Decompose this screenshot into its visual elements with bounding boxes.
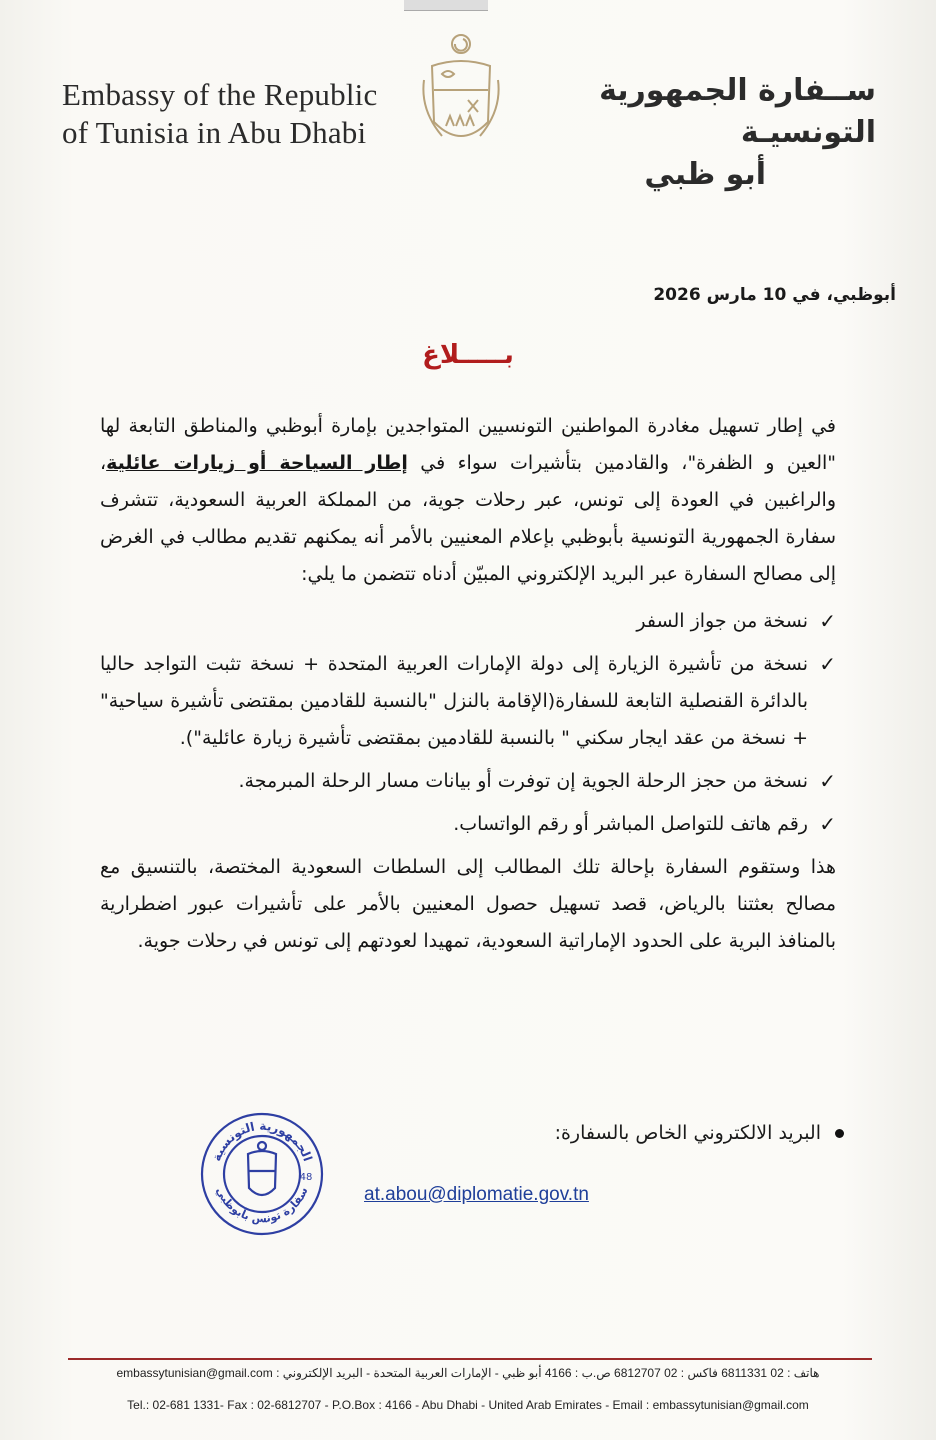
- checkmark-icon: ✓: [819, 769, 836, 793]
- footer-arabic: هاتف : 02 6811331 فاكس : 02 6812707 ص.ب : 4166 أبو ظبي - الإمارات العربية المتحدة - البريد الإلكتروني : embassytunisian@gmail.com: [116, 1366, 820, 1380]
- list-item: [100, 646, 836, 757]
- notice-title: بـــــلاغ: [422, 340, 514, 370]
- requirements-list: [100, 603, 836, 843]
- checkmark-icon: ✓: [819, 609, 836, 633]
- checkmark-icon: ✓: [819, 652, 836, 676]
- stamp-number: 48: [299, 1172, 313, 1183]
- closing-paragraph: هذا وستقوم السفارة بإحالة تلك المطالب إلى السلطات السعودية المختصة، بالتنسيق مع مصالح بعثتنا بالرياض، قصد تسهيل حصول المعنيين بالأمر على تأشيرات عبور اضطرارية بالمنافذ البرية على الحدود الإماراتية السعودية، تمهيدا لعودتهم إلى تونس في رحلات جوية.: [100, 856, 836, 952]
- requirement-text: رقم هاتف للتواصل المباشر أو رقم الواتساب.: [453, 813, 808, 835]
- stamp-text-top: الجمهورية التونسية: [209, 1118, 315, 1164]
- email-label-line: [555, 1122, 844, 1144]
- list-item: [100, 763, 836, 800]
- intro-paragraph: [100, 408, 836, 593]
- tunisia-coat-of-arms-icon: [418, 30, 504, 160]
- notice-body: [100, 408, 836, 960]
- footer-divider: [68, 1358, 872, 1360]
- email-label: البريد الالكتروني الخاص بالسفارة:: [554, 1122, 821, 1144]
- english-line-1: Embassy of the Republic: [62, 77, 378, 112]
- svg-text:سفارة تونس بأبوظبي: [213, 1185, 310, 1225]
- requirement-text: نسخة من جواز السفر: [636, 610, 808, 632]
- staple-mark: [404, 0, 488, 11]
- intro-underlined: إطار السياحة أو زيارات عائلية: [106, 452, 408, 474]
- bullet-icon: [835, 1129, 844, 1138]
- list-item: [100, 806, 836, 843]
- letter-date: أبوظبي، في 10 مارس 2026: [653, 285, 896, 305]
- english-line-2: of Tunisia in Abu Dhabi: [62, 115, 367, 150]
- stamp-text-bottom: سفارة تونس بأبوظبي: [213, 1185, 311, 1226]
- list-item: [100, 603, 836, 640]
- footer-latin: Tel.: 02-681 1331- Fax : 02-6812707 - P.O.Box : 4166 - Abu Dhabi - United Arab Emirates - Email : embassytunisian@gmail.com: [127, 1398, 809, 1412]
- requirement-text: نسخة من تأشيرة الزيارة إلى دولة الإمارات العربية المتحدة + نسخة تثبت التواجد حاليا بالدائرة القنصلية التابعة للسفارة(الإقامة بالنزل "بالنسبة للقادمين بمقتضى تأشيرة سياحية" + نسخة من عقد ايجار سكني " بالنسبة للقادمين بمقتضى تأشيرة زيارة عائلية").: [100, 653, 808, 749]
- embassy-email-link[interactable]: at.abou@diplomatie.gov.tn: [364, 1184, 589, 1205]
- checkmark-icon: ✓: [819, 812, 836, 836]
- embassy-name-arabic: [516, 70, 876, 196]
- intro-part-2: ، والراغبين في العودة إلى تونس، عبر رحلات جوية، من المملكة العربية السعودية، تتشرف سفارة الجمهورية التونسية بأبوظبي بإعلام المعنيين بالأمر أنه يمكنهم تقديم مطالب في الغرض إلى مصالح السفارة عبر البريد الإلكتروني المبيّن أدناه تتضمن ما يلي:: [100, 452, 836, 585]
- arabic-line-1: ســفارة الجمهورية التونسيـة: [599, 73, 876, 150]
- requirement-text: نسخة من حجز الرحلة الجوية إن توفرت أو بيانات مسار الرحلة المبرمجة.: [238, 770, 808, 792]
- embassy-name-english: [62, 76, 377, 152]
- embassy-stamp: [198, 1110, 326, 1238]
- arabic-line-2: أبو ظبي: [644, 157, 766, 192]
- intro-part-1: في إطار تسهيل مغادرة المواطنين التونسيين المتواجدين بإمارة أبوظبي والمناطق التابعة لها "العين و الظفرة"، والقادمين بتأشيرات سواء في: [100, 415, 837, 474]
